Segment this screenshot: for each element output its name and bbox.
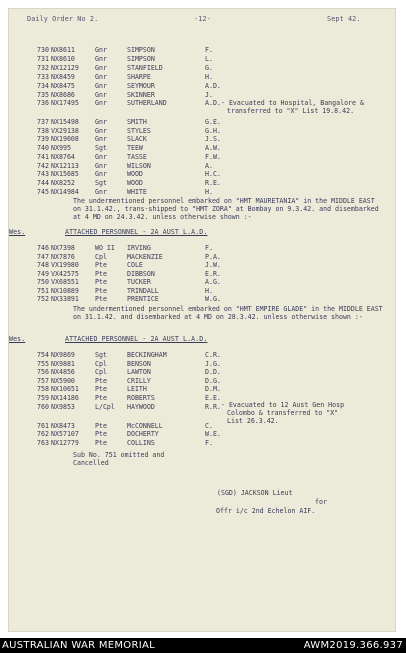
personnel-name: WOOD bbox=[127, 170, 143, 179]
personnel-rank: Pte bbox=[95, 261, 107, 269]
personnel-name: WHITE bbox=[127, 187, 147, 196]
personnel-init: D.M. bbox=[205, 385, 221, 394]
personnel-name: TEEW bbox=[127, 144, 143, 153]
personnel-name: STANFIELD bbox=[127, 63, 163, 72]
sub-no-note-line1: Sub No. 751 omitted and bbox=[73, 451, 165, 459]
personnel-name: DOCHERTY bbox=[127, 430, 159, 439]
personnel-pre: NX bbox=[51, 90, 59, 99]
personnel-num: 42575 bbox=[59, 269, 79, 278]
sub-no-note-line2: Cancelled bbox=[73, 459, 109, 467]
personnel-rank: Sgt bbox=[95, 351, 107, 359]
personnel-num: 10651 bbox=[59, 385, 79, 394]
personnel-no: 759 bbox=[37, 394, 49, 402]
personnel-rank: Pte bbox=[95, 278, 107, 286]
personnel-num: 33891 bbox=[59, 295, 79, 303]
personnel-pre: NX bbox=[51, 430, 59, 439]
personnel-num: 12129 bbox=[59, 63, 79, 72]
personnel-init: E.R. bbox=[205, 269, 221, 278]
personnel-num: 7398 bbox=[59, 244, 75, 252]
signature-title: Offr i/c 2nd Echelon AIF. bbox=[216, 507, 316, 515]
personnel-no: 730 bbox=[37, 46, 49, 54]
personnel-rank: Gnr bbox=[95, 81, 107, 90]
personnel-no: 757 bbox=[37, 376, 49, 385]
personnel-no: 750 bbox=[37, 278, 49, 286]
embarkation-paragraph-1: The undermentioned personnel embarked on "HMT MAURETANIA" in the MIDDLE EAST on 31.1.42., trans-shipped to "HMT ZORA" at Bombay on 9.3.42. and disembarked at 4 MD on 24.3.42. unless otherwise shown :- bbox=[73, 197, 379, 222]
personnel-rank: Cpl bbox=[95, 252, 107, 261]
document-page bbox=[9, 9, 395, 631]
personnel-no: 755 bbox=[37, 359, 49, 368]
personnel-pre: NX bbox=[51, 118, 59, 126]
personnel-name: ROBERTS bbox=[127, 394, 155, 402]
embarkation-paragraph-2: The undermentioned personnel embarked on "HMT EMPIRE GLADE" in the MIDDLE EAST on 31.1.42. and disembarked at 4 MD on 28.3.42. unless otherwise shown :- bbox=[73, 305, 383, 322]
footer-accession-number: AWM2019.366.937 bbox=[303, 640, 403, 651]
personnel-rank: Gnr bbox=[95, 72, 107, 81]
personnel-rank: Gnr bbox=[95, 54, 107, 63]
personnel-pre: NX bbox=[51, 244, 59, 252]
personnel-pre: NX bbox=[51, 46, 59, 54]
personnel-pre: NX bbox=[51, 422, 59, 430]
personnel-rank: Sgt bbox=[95, 178, 107, 187]
personnel-rank: Pte bbox=[95, 385, 107, 394]
personnel-num: 9853 bbox=[59, 402, 75, 411]
personnel-pre: NX bbox=[51, 402, 59, 411]
personnel-no: 748 bbox=[37, 261, 49, 269]
personnel-num: 68551 bbox=[59, 278, 79, 286]
personnel-rank: Gnr bbox=[95, 126, 107, 135]
personnel-init: W.G. bbox=[205, 295, 221, 303]
personnel-init: F.W. bbox=[205, 152, 221, 161]
personnel-name: COLE bbox=[127, 261, 143, 269]
personnel-init: R.R. bbox=[205, 402, 221, 411]
personnel-rank: Pte bbox=[95, 422, 107, 430]
personnel-init: H.C. bbox=[205, 170, 221, 179]
personnel-num: 8610 bbox=[59, 54, 75, 63]
section-title-2: ATTACHED PERSONNEL - 2A AUST L.A.D. bbox=[65, 335, 208, 343]
note-760-line2: Colombo & transferred to "X" bbox=[227, 409, 339, 417]
section-title-1: ATTACHED PERSONNEL - 2A AUST L.A.D. bbox=[65, 228, 208, 236]
personnel-name: SIMPSON bbox=[127, 46, 155, 54]
personnel-no: 758 bbox=[37, 385, 49, 394]
personnel-name: SIMPSON bbox=[127, 54, 155, 63]
personnel-num: 8459 bbox=[59, 72, 75, 81]
personnel-pre: NX bbox=[51, 368, 59, 377]
personnel-no: 754 bbox=[37, 351, 49, 359]
personnel-init: E.E. bbox=[205, 394, 221, 402]
personnel-no: 756 bbox=[37, 368, 49, 377]
personnel-pre: NX bbox=[51, 295, 59, 303]
personnel-rank: Gnr bbox=[95, 187, 107, 196]
personnel-init: G.H. bbox=[205, 126, 221, 135]
personnel-num: 8473 bbox=[59, 422, 75, 430]
personnel-no: 732 bbox=[37, 63, 49, 72]
personnel-name: CRILLY bbox=[127, 376, 151, 385]
personnel-no: 744 bbox=[37, 178, 49, 187]
personnel-init: J.S. bbox=[205, 135, 221, 144]
header-date: Sept 42. bbox=[327, 15, 361, 23]
personnel-rank: Gnr bbox=[95, 90, 107, 99]
personnel-num: 9869 bbox=[59, 351, 75, 359]
personnel-init: A.D. bbox=[205, 99, 221, 108]
note-736-line2: transferred to "X" List 19.8.42. bbox=[227, 107, 355, 115]
personnel-no: 742 bbox=[37, 161, 49, 170]
personnel-rank: Pte bbox=[95, 295, 107, 303]
personnel-name: SKINNER bbox=[127, 90, 155, 99]
personnel-num: 17495 bbox=[59, 99, 79, 108]
personnel-pre: NX bbox=[51, 152, 59, 161]
personnel-init: C. bbox=[205, 422, 213, 430]
personnel-name: McCONNELL bbox=[127, 422, 163, 430]
note-736-line1: - Evacuated to Hospital, Bangalore & bbox=[221, 99, 364, 107]
personnel-num: 15685 bbox=[59, 170, 79, 179]
personnel-num: 8686 bbox=[59, 90, 75, 99]
personnel-name: IRVING bbox=[127, 244, 151, 252]
personnel-name: WOOD bbox=[127, 178, 143, 187]
personnel-num: 8764 bbox=[59, 152, 75, 161]
personnel-init: J.G. bbox=[205, 359, 221, 368]
personnel-num: 9881 bbox=[59, 359, 75, 368]
personnel-pre: NX bbox=[51, 81, 59, 90]
personnel-init: A. bbox=[205, 161, 213, 170]
personnel-no: 737 bbox=[37, 118, 49, 126]
personnel-no: 735 bbox=[37, 90, 49, 99]
personnel-rank: Gnr bbox=[95, 63, 107, 72]
personnel-init: R.E. bbox=[205, 178, 221, 187]
personnel-rank: Gnr bbox=[95, 152, 107, 161]
personnel-pre: NX bbox=[51, 99, 59, 108]
personnel-name: LAWTON bbox=[127, 368, 151, 377]
personnel-init: W.E. bbox=[205, 430, 221, 439]
personnel-pre: VX bbox=[51, 261, 59, 269]
personnel-pre: NX bbox=[51, 72, 59, 81]
personnel-pre: NX bbox=[51, 178, 59, 187]
personnel-pre: NX bbox=[51, 161, 59, 170]
personnel-init: D.D. bbox=[205, 368, 221, 377]
personnel-rank: Gnr bbox=[95, 161, 107, 170]
personnel-rank: Pte bbox=[95, 430, 107, 439]
personnel-rank: Gnr bbox=[95, 135, 107, 144]
archive-footer-bar bbox=[0, 638, 406, 653]
signature-line: (SGD) JACKSON Lieut bbox=[217, 489, 293, 497]
personnel-num: 14186 bbox=[59, 394, 79, 402]
personnel-no: 762 bbox=[37, 430, 49, 439]
personnel-name: SLACK bbox=[127, 135, 147, 144]
personnel-rank: Cpl bbox=[95, 368, 107, 377]
personnel-pre: NX bbox=[51, 385, 59, 394]
personnel-no: 743 bbox=[37, 170, 49, 179]
personnel-rank: Sgt bbox=[95, 144, 107, 153]
personnel-pre: NX bbox=[51, 286, 59, 295]
personnel-no: 734 bbox=[37, 81, 49, 90]
section-prefix-1: Wes. bbox=[9, 228, 26, 236]
personnel-name: STYLES bbox=[127, 126, 151, 135]
personnel-num: 29138 bbox=[59, 126, 79, 135]
personnel-name: LEITH bbox=[127, 385, 147, 394]
personnel-pre: NX bbox=[51, 187, 59, 196]
personnel-no: 763 bbox=[37, 438, 49, 447]
personnel-rank: Gnr bbox=[95, 46, 107, 54]
personnel-rank: Pte bbox=[95, 394, 107, 402]
personnel-name: TUCKER bbox=[127, 278, 151, 286]
personnel-no: 733 bbox=[37, 72, 49, 81]
personnel-no: 741 bbox=[37, 152, 49, 161]
personnel-rank: Pte bbox=[95, 376, 107, 385]
personnel-no: 760 bbox=[37, 402, 49, 411]
personnel-no: 751 bbox=[37, 286, 49, 295]
personnel-num: 4856 bbox=[59, 368, 75, 377]
personnel-rank: L/Cpl bbox=[95, 402, 115, 411]
personnel-init: H. bbox=[205, 72, 213, 81]
personnel-no: 738 bbox=[37, 126, 49, 135]
personnel-pre: VX bbox=[51, 278, 59, 286]
personnel-name: DIBBSON bbox=[127, 269, 155, 278]
personnel-rank: Gnr bbox=[95, 118, 107, 126]
personnel-rank: Gnr bbox=[95, 99, 107, 108]
personnel-pre: NX bbox=[51, 170, 59, 179]
personnel-pre: NX bbox=[51, 144, 59, 153]
personnel-name: TRINDALL bbox=[127, 286, 159, 295]
personnel-init: H. bbox=[205, 286, 213, 295]
personnel-init: F. bbox=[205, 438, 213, 447]
personnel-num: 19980 bbox=[59, 261, 79, 269]
personnel-name: TASSE bbox=[127, 152, 147, 161]
personnel-name: WILSON bbox=[127, 161, 151, 170]
personnel-name: SEYMOUR bbox=[127, 81, 155, 90]
personnel-init: F. bbox=[205, 46, 213, 54]
personnel-rank: Pte bbox=[95, 286, 107, 295]
personnel-no: 731 bbox=[37, 54, 49, 63]
personnel-init: C.R. bbox=[205, 351, 221, 359]
personnel-name: BENSON bbox=[127, 359, 151, 368]
personnel-rank: Cpl bbox=[95, 359, 107, 368]
personnel-no: 736 bbox=[37, 99, 49, 108]
personnel-init: P.A. bbox=[205, 252, 221, 261]
personnel-no: 739 bbox=[37, 135, 49, 144]
personnel-init: A.G. bbox=[205, 278, 221, 286]
personnel-no: 752 bbox=[37, 295, 49, 303]
personnel-num: 7876 bbox=[59, 252, 75, 261]
personnel-name: HAYWOOD bbox=[127, 402, 155, 411]
personnel-num: 8252 bbox=[59, 178, 75, 187]
personnel-init: H. bbox=[205, 187, 213, 196]
personnel-no: 746 bbox=[37, 244, 49, 252]
personnel-num: 19608 bbox=[59, 135, 79, 144]
personnel-name: SMITH bbox=[127, 118, 147, 126]
personnel-num: 8475 bbox=[59, 81, 75, 90]
personnel-rank: Pte bbox=[95, 438, 107, 447]
section-prefix-2: Wes. bbox=[9, 335, 26, 343]
personnel-rank: Gnr bbox=[95, 170, 107, 179]
personnel-rank: WO II bbox=[95, 244, 115, 252]
header-order-no: Daily Order No 2. bbox=[27, 15, 99, 23]
personnel-no: 740 bbox=[37, 144, 49, 153]
personnel-init: J. bbox=[205, 90, 213, 99]
personnel-pre: NX bbox=[51, 359, 59, 368]
personnel-init: A.D. bbox=[205, 81, 221, 90]
personnel-init: G. bbox=[205, 63, 213, 72]
personnel-no: 745 bbox=[37, 187, 49, 196]
personnel-no: 749 bbox=[37, 269, 49, 278]
personnel-pre: NX bbox=[51, 252, 59, 261]
personnel-num: 12113 bbox=[59, 161, 79, 170]
personnel-name: BECKINGHAM bbox=[127, 351, 167, 359]
personnel-init: A.W. bbox=[205, 144, 221, 153]
personnel-pre: NX bbox=[51, 394, 59, 402]
personnel-num: 8611 bbox=[59, 46, 75, 54]
personnel-num: 14984 bbox=[59, 187, 79, 196]
personnel-num: 10889 bbox=[59, 286, 79, 295]
header-page-number: -12- bbox=[194, 15, 211, 23]
footer-institution: AUSTRALIAN WAR MEMORIAL bbox=[2, 640, 155, 651]
personnel-name: SHARPE bbox=[127, 72, 151, 81]
personnel-name: SUTHERLAND bbox=[127, 99, 167, 108]
personnel-init: G.E. bbox=[205, 118, 221, 126]
note-760-line3: List 26.3.42. bbox=[227, 417, 279, 425]
signature-for: for bbox=[315, 498, 327, 506]
personnel-pre: NX bbox=[51, 438, 59, 447]
personnel-num: 15498 bbox=[59, 118, 79, 126]
personnel-name: PRENTICE bbox=[127, 295, 159, 303]
personnel-pre: VX bbox=[51, 126, 59, 135]
personnel-pre: NX bbox=[51, 376, 59, 385]
personnel-num: 995 bbox=[59, 144, 71, 153]
personnel-name: COLLINS bbox=[127, 438, 155, 447]
personnel-pre: NX bbox=[51, 63, 59, 72]
personnel-init: J.W. bbox=[205, 261, 221, 269]
personnel-init: F. bbox=[205, 244, 213, 252]
personnel-rank: Pte bbox=[95, 269, 107, 278]
personnel-init: L. bbox=[205, 54, 213, 63]
personnel-no: 761 bbox=[37, 422, 49, 430]
personnel-pre: NX bbox=[51, 351, 59, 359]
personnel-pre: NX bbox=[51, 54, 59, 63]
personnel-name: MACKENZIE bbox=[127, 252, 163, 261]
personnel-num: 57107 bbox=[59, 430, 79, 439]
personnel-no: 747 bbox=[37, 252, 49, 261]
personnel-init: D.G. bbox=[205, 376, 221, 385]
personnel-pre: NX bbox=[51, 135, 59, 144]
note-760-line1: - Evacuated to 12 Aust Gen Hosp bbox=[221, 401, 345, 409]
personnel-pre: VX bbox=[51, 269, 59, 278]
personnel-num: 5900 bbox=[59, 376, 75, 385]
personnel-num: 12779 bbox=[59, 438, 79, 447]
